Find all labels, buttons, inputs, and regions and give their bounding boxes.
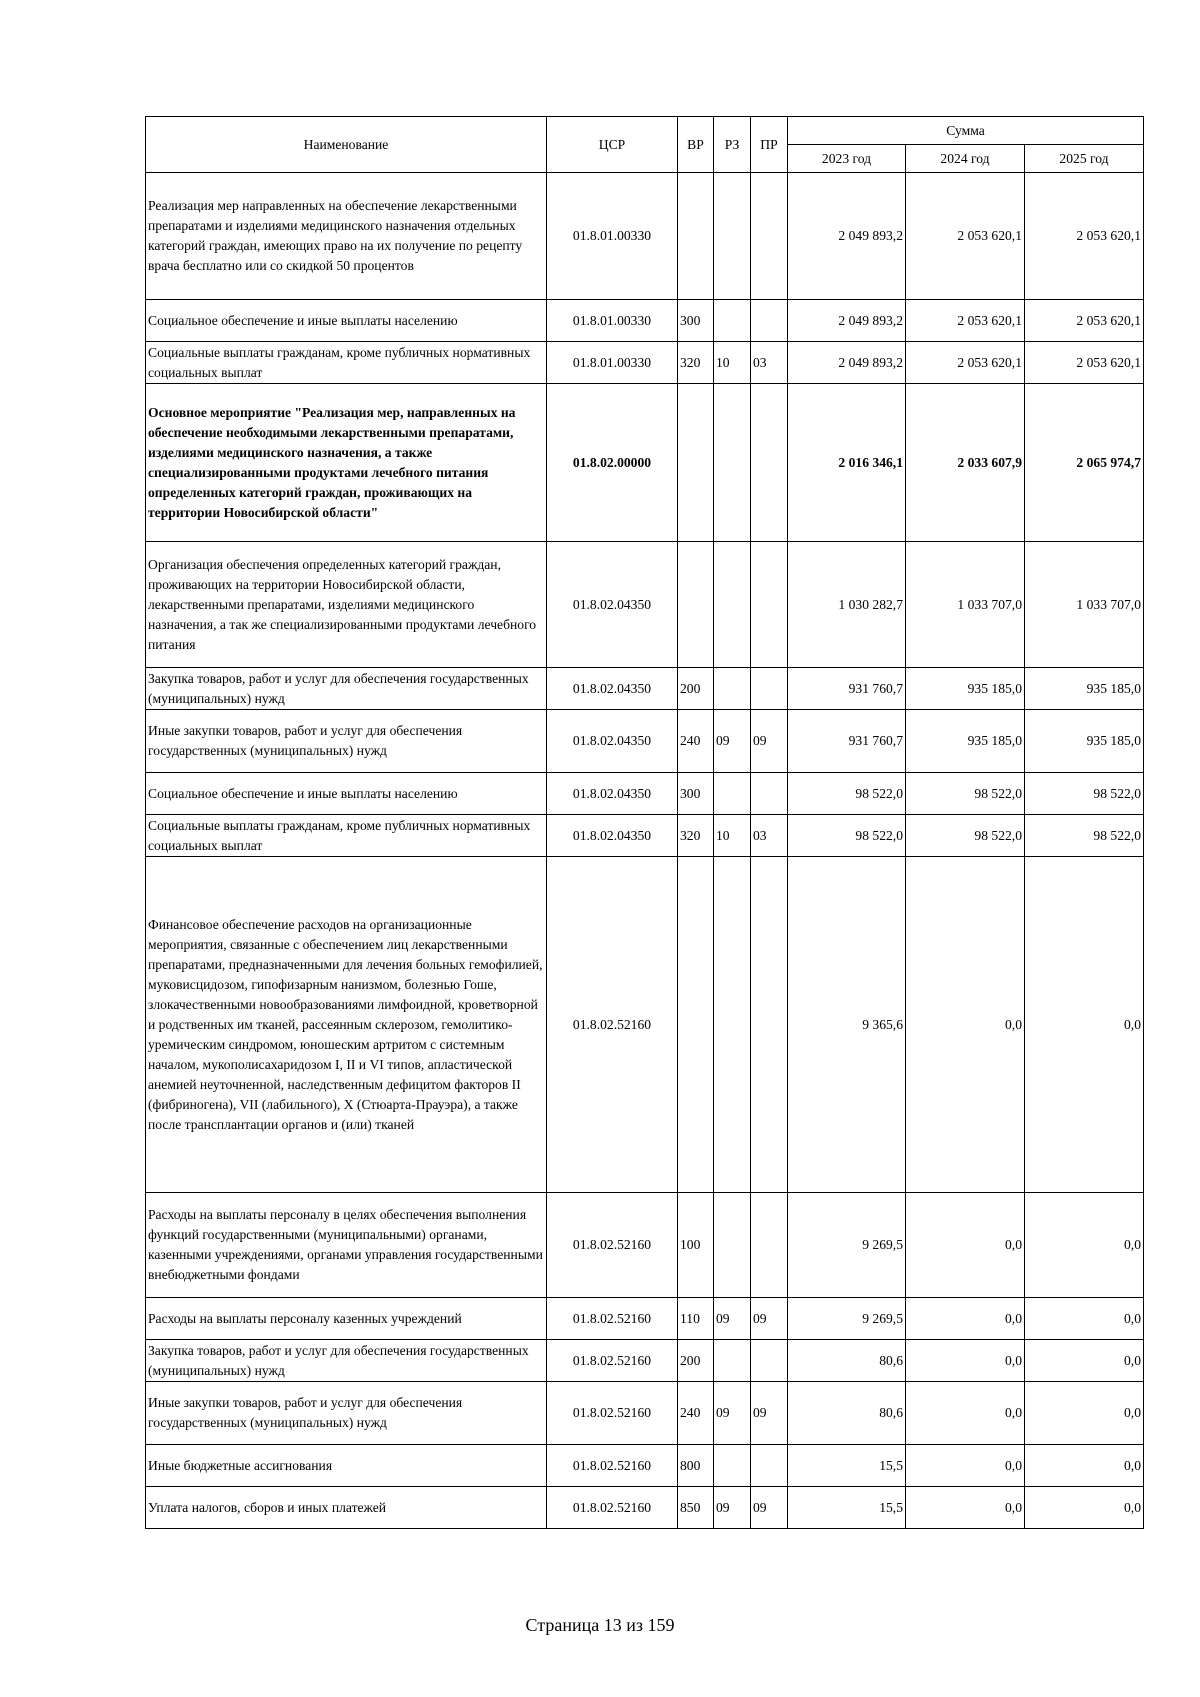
cell-csr: 01.8.02.04350 <box>547 710 678 773</box>
table-row <box>146 815 1144 857</box>
cell-sum-2024: 0,0 <box>906 1340 1025 1382</box>
header-pr: ПР <box>751 117 788 173</box>
cell-rz <box>714 384 751 542</box>
cell-sum-2023: 15,5 <box>788 1445 906 1487</box>
cell-pr <box>751 1193 788 1298</box>
cell-name: Расходы на выплаты персоналу казенных учреждений <box>146 1298 547 1340</box>
cell-vr <box>678 857 714 1193</box>
cell-sum-2025: 2 065 974,7 <box>1025 384 1144 542</box>
table-row <box>146 773 1144 815</box>
cell-name: Закупка товаров, работ и услуг для обеспечения государственных (муниципальных) нужд <box>146 1340 547 1382</box>
cell-sum-2023: 931 760,7 <box>788 710 906 773</box>
cell-sum-2025: 98 522,0 <box>1025 815 1144 857</box>
cell-csr: 01.8.02.04350 <box>547 815 678 857</box>
cell-sum-2025: 2 053 620,1 <box>1025 173 1144 300</box>
cell-name: Финансовое обеспечение расходов на организационные мероприятия, связанные с обеспечением лиц лекарственными препаратами, предназначенными для лечения больных гемофилией, муковисцидозом, гипофизарным нанизмом, болезнью Гоше, злокачественными новообразованиями лимфоидной, кроветворной и родственных им тканей, рассеянным склерозом, гемолитико-уремическим синдромом, юношеским артритом с системным началом, мукополисахаридозом I, II и VI типов, апластической анемией неуточненной, наследственным дефицитом факторов II (фибриногена), VII (лабильного), X (Стюарта-Прауэра), а также после трансплантации органов и (или) тканей <box>146 857 547 1193</box>
cell-rz <box>714 1445 751 1487</box>
cell-sum-2024: 0,0 <box>906 1193 1025 1298</box>
cell-name: Социальное обеспечение и иные выплаты населению <box>146 300 547 342</box>
cell-sum-2025: 1 033 707,0 <box>1025 542 1144 668</box>
cell-rz <box>714 1340 751 1382</box>
cell-sum-2024: 2 053 620,1 <box>906 300 1025 342</box>
header-year-2025: 2025 год <box>1025 145 1144 173</box>
cell-sum-2023: 2 049 893,2 <box>788 173 906 300</box>
table-row <box>146 542 1144 668</box>
cell-name: Иные закупки товаров, работ и услуг для обеспечения государственных (муниципальных) нужд <box>146 1382 547 1445</box>
table-row <box>146 668 1144 710</box>
cell-sum-2025: 98 522,0 <box>1025 773 1144 815</box>
table-row <box>146 1445 1144 1487</box>
cell-sum-2025: 0,0 <box>1025 1487 1144 1529</box>
cell-sum-2025: 935 185,0 <box>1025 668 1144 710</box>
cell-sum-2023: 9 365,6 <box>788 857 906 1193</box>
cell-pr <box>751 384 788 542</box>
cell-sum-2023: 98 522,0 <box>788 815 906 857</box>
cell-name: Расходы на выплаты персоналу в целях обеспечения выполнения функций государственными (муниципальными) органами, казенными учреждениями, органами управления государственными внебюджетными фондами <box>146 1193 547 1298</box>
cell-sum-2025: 0,0 <box>1025 857 1144 1193</box>
cell-sum-2023: 9 269,5 <box>788 1193 906 1298</box>
cell-rz <box>714 173 751 300</box>
cell-csr: 01.8.02.04350 <box>547 542 678 668</box>
cell-sum-2024: 0,0 <box>906 1298 1025 1340</box>
cell-sum-2023: 98 522,0 <box>788 773 906 815</box>
cell-sum-2023: 2 049 893,2 <box>788 342 906 384</box>
cell-sum-2024: 0,0 <box>906 1382 1025 1445</box>
cell-name: Социальное обеспечение и иные выплаты населению <box>146 773 547 815</box>
cell-pr <box>751 542 788 668</box>
cell-name: Иные бюджетные ассигнования <box>146 1445 547 1487</box>
cell-vr: 200 <box>678 668 714 710</box>
cell-sum-2024: 1 033 707,0 <box>906 542 1025 668</box>
cell-rz <box>714 300 751 342</box>
table-row <box>146 173 1144 300</box>
cell-vr: 300 <box>678 773 714 815</box>
cell-rz: 10 <box>714 815 751 857</box>
cell-csr: 01.8.02.52160 <box>547 1382 678 1445</box>
cell-name: Закупка товаров, работ и услуг для обеспечения государственных (муниципальных) нужд <box>146 668 547 710</box>
cell-sum-2023: 9 269,5 <box>788 1298 906 1340</box>
cell-name: Иные закупки товаров, работ и услуг для обеспечения государственных (муниципальных) нужд <box>146 710 547 773</box>
cell-csr: 01.8.02.04350 <box>547 773 678 815</box>
table-row <box>146 300 1144 342</box>
cell-name: Социальные выплаты гражданам, кроме публичных нормативных социальных выплат <box>146 342 547 384</box>
header-sum: Сумма <box>788 117 1144 145</box>
cell-pr <box>751 1445 788 1487</box>
cell-pr: 09 <box>751 1487 788 1529</box>
cell-name: Организация обеспечения определенных категорий граждан, проживающих на территории Новосибирской области, лекарственными препаратами, изделиями медицинского назначения, а так же специализированными продуктами лечебного питания <box>146 542 547 668</box>
cell-sum-2023: 80,6 <box>788 1382 906 1445</box>
cell-name: Реализация мер направленных на обеспечение лекарственными препаратами и изделиями медицинского назначения отдельных категорий граждан, имеющих право на их получение по рецепту врача бесплатно или со скидкой 50 процентов <box>146 173 547 300</box>
cell-sum-2025: 0,0 <box>1025 1193 1144 1298</box>
cell-csr: 01.8.01.00330 <box>547 173 678 300</box>
cell-vr: 850 <box>678 1487 714 1529</box>
table-row <box>146 1487 1144 1529</box>
cell-csr: 01.8.02.52160 <box>547 1487 678 1529</box>
cell-rz <box>714 542 751 668</box>
cell-sum-2025: 2 053 620,1 <box>1025 300 1144 342</box>
cell-sum-2024: 2 033 607,9 <box>906 384 1025 542</box>
cell-sum-2024: 935 185,0 <box>906 668 1025 710</box>
cell-name: Уплата налогов, сборов и иных платежей <box>146 1487 547 1529</box>
cell-sum-2023: 1 030 282,7 <box>788 542 906 668</box>
cell-name: Социальные выплаты гражданам, кроме публичных нормативных социальных выплат <box>146 815 547 857</box>
cell-pr <box>751 773 788 815</box>
cell-pr: 03 <box>751 342 788 384</box>
cell-rz <box>714 773 751 815</box>
header-year-2023: 2023 год <box>788 145 906 173</box>
cell-vr: 300 <box>678 300 714 342</box>
cell-vr: 200 <box>678 1340 714 1382</box>
cell-rz: 10 <box>714 342 751 384</box>
cell-sum-2024: 98 522,0 <box>906 815 1025 857</box>
header-csr: ЦСР <box>547 117 678 173</box>
budget-table <box>145 116 1144 1529</box>
cell-vr: 240 <box>678 710 714 773</box>
cell-vr <box>678 384 714 542</box>
cell-vr: 240 <box>678 1382 714 1445</box>
table-row <box>146 710 1144 773</box>
header-vr: ВР <box>678 117 714 173</box>
cell-pr: 09 <box>751 1298 788 1340</box>
cell-sum-2024: 0,0 <box>906 1487 1025 1529</box>
cell-sum-2023: 15,5 <box>788 1487 906 1529</box>
header-rz: РЗ <box>714 117 751 173</box>
cell-rz <box>714 668 751 710</box>
cell-sum-2023: 80,6 <box>788 1340 906 1382</box>
table-row <box>146 1340 1144 1382</box>
table-row <box>146 1298 1144 1340</box>
cell-vr: 100 <box>678 1193 714 1298</box>
cell-csr: 01.8.01.00330 <box>547 300 678 342</box>
cell-sum-2023: 2 049 893,2 <box>788 300 906 342</box>
cell-csr: 01.8.02.00000 <box>547 384 678 542</box>
cell-vr: 320 <box>678 342 714 384</box>
cell-rz: 09 <box>714 1298 751 1340</box>
page-number: Страница 13 из 159 <box>525 1615 675 1635</box>
cell-pr: 09 <box>751 1382 788 1445</box>
table-body <box>146 173 1144 1529</box>
cell-vr <box>678 542 714 668</box>
cell-vr: 800 <box>678 1445 714 1487</box>
table-row <box>146 384 1144 542</box>
cell-rz: 09 <box>714 1382 751 1445</box>
cell-csr: 01.8.02.52160 <box>547 857 678 1193</box>
cell-sum-2025: 0,0 <box>1025 1445 1144 1487</box>
cell-rz <box>714 1193 751 1298</box>
cell-rz <box>714 857 751 1193</box>
cell-csr: 01.8.02.52160 <box>547 1298 678 1340</box>
cell-csr: 01.8.02.52160 <box>547 1445 678 1487</box>
cell-rz: 09 <box>714 710 751 773</box>
cell-sum-2025: 0,0 <box>1025 1340 1144 1382</box>
cell-vr <box>678 173 714 300</box>
cell-sum-2025: 0,0 <box>1025 1298 1144 1340</box>
cell-pr <box>751 668 788 710</box>
cell-rz: 09 <box>714 1487 751 1529</box>
cell-vr: 110 <box>678 1298 714 1340</box>
cell-vr: 320 <box>678 815 714 857</box>
cell-sum-2025: 935 185,0 <box>1025 710 1144 773</box>
header-name: Наименование <box>146 117 547 173</box>
cell-pr <box>751 857 788 1193</box>
cell-sum-2025: 2 053 620,1 <box>1025 342 1144 384</box>
cell-sum-2025: 0,0 <box>1025 1382 1144 1445</box>
cell-sum-2023: 931 760,7 <box>788 668 906 710</box>
cell-pr <box>751 300 788 342</box>
cell-sum-2024: 935 185,0 <box>906 710 1025 773</box>
cell-pr <box>751 1340 788 1382</box>
header-year-2024: 2024 год <box>906 145 1025 173</box>
cell-csr: 01.8.02.52160 <box>547 1193 678 1298</box>
table-row <box>146 342 1144 384</box>
cell-name: Основное мероприятие "Реализация мер, направленных на обеспечение необходимыми лекарственными препаратами, изделиями медицинского назначения, а также специализированными продуктами лечебного питания определенных категорий граждан, проживающих на территории Новосибирской области" <box>146 384 547 542</box>
cell-sum-2024: 2 053 620,1 <box>906 342 1025 384</box>
cell-sum-2024: 98 522,0 <box>906 773 1025 815</box>
cell-sum-2024: 0,0 <box>906 857 1025 1193</box>
table-row <box>146 1382 1144 1445</box>
cell-pr: 09 <box>751 710 788 773</box>
cell-pr <box>751 173 788 300</box>
cell-pr: 03 <box>751 815 788 857</box>
table-row <box>146 857 1144 1193</box>
table-row <box>146 1193 1144 1298</box>
cell-sum-2024: 0,0 <box>906 1445 1025 1487</box>
cell-sum-2023: 2 016 346,1 <box>788 384 906 542</box>
cell-csr: 01.8.02.52160 <box>547 1340 678 1382</box>
cell-sum-2024: 2 053 620,1 <box>906 173 1025 300</box>
cell-csr: 01.8.01.00330 <box>547 342 678 384</box>
cell-csr: 01.8.02.04350 <box>547 668 678 710</box>
